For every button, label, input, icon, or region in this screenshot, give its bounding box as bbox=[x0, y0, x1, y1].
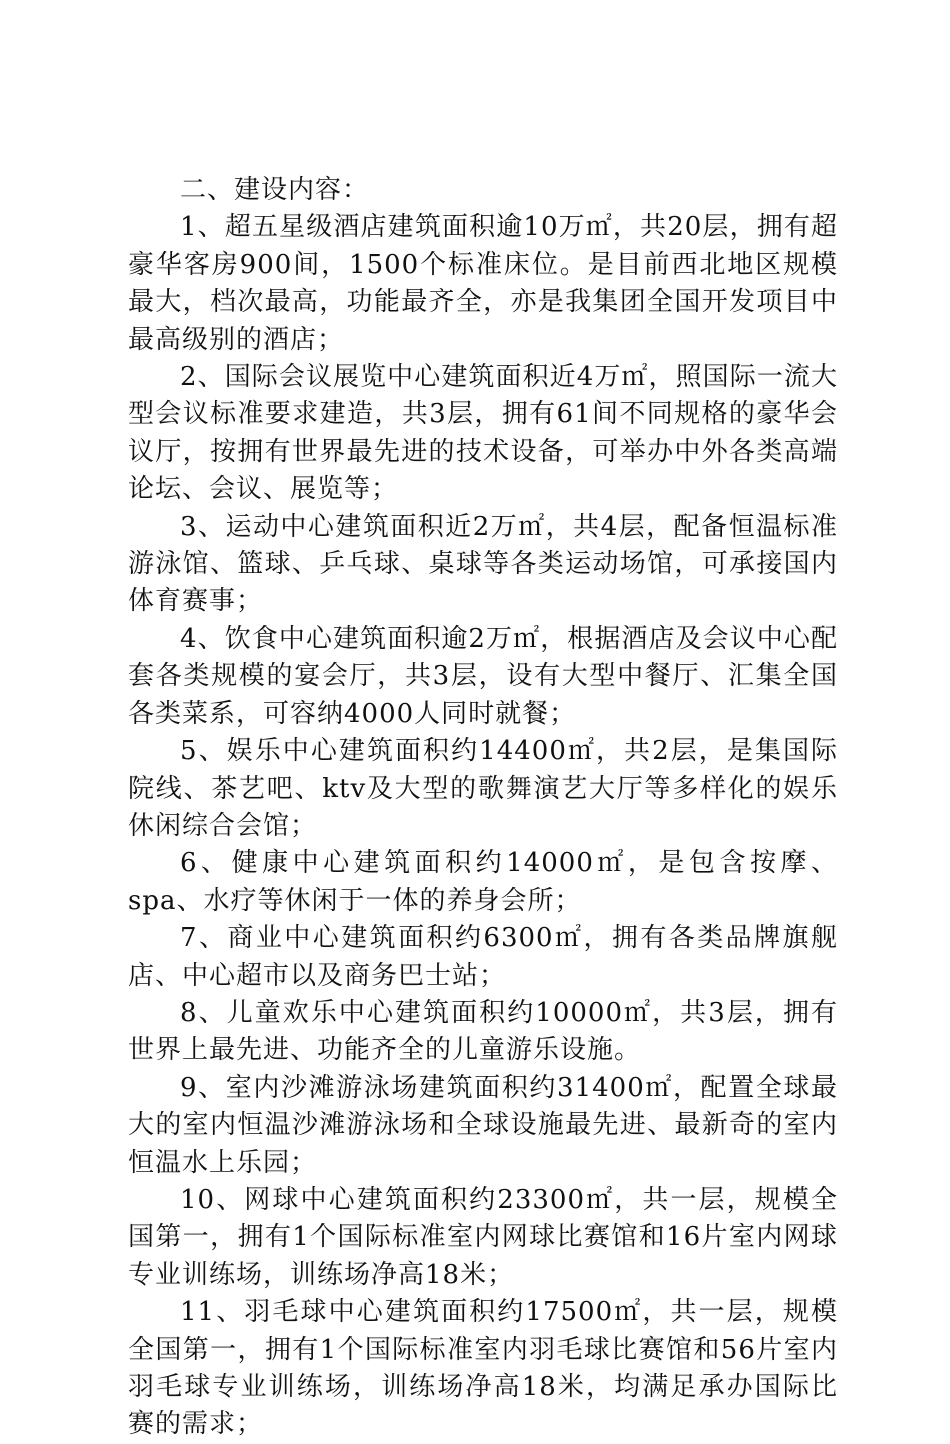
list-item: 6、健康中心建筑面积约14000㎡，是包含按摩、spa、水疗等休闲于一体的养身会所； bbox=[128, 848, 838, 916]
list-item: 4、饮食中心建筑面积逾2万㎡，根据酒店及会议中心配套各类规模的宴会厅，共3层，设有大型中餐厅、汇集全国各类菜系，可容纳4000人同时就餐； bbox=[128, 623, 838, 729]
list-item: 11、羽毛球中心建筑面积约17500㎡，共一层，规模全国第一，拥有1个国际标准室内羽毛球比赛馆和56片室内羽毛球专业训练场，训练场净高18米，均满足承办国际比赛的需求； bbox=[128, 1297, 838, 1440]
list-item: 5、娱乐中心建筑面积约14400㎡，共2层，是集国际院线、茶艺吧、ktv及大型的歌舞演艺大厅等多样化的娱乐休闲综合会馆； bbox=[128, 736, 838, 841]
list-item: 2、国际会议展览中心建筑面积近4万㎡，照国际一流大型会议标准要求建造，共3层，拥有61间不同规格的豪华会议厅，按拥有世界最先进的技术设备，可举办中外各类高端论坛、会议、展览等； bbox=[128, 362, 838, 505]
list-item: 1、超五星级酒店建筑面积逾10万㎡，共20层，拥有超豪华客房900间，1500个标准床位。是目前西北地区规模最大，档次最高，功能最齐全，亦是我集团全国开发项目中最高级别的酒店； bbox=[128, 212, 838, 355]
list-item: 3、运动中心建筑面积近2万㎡，共4层，配备恒温标准游泳馆、篮球、乒乓球、桌球等各类运动场馆，可承接国内体育赛事； bbox=[128, 511, 838, 617]
list-item: 8、儿童欢乐中心建筑面积约10000㎡，共3层，拥有世界上最先进、功能齐全的儿童游乐设施。 bbox=[128, 997, 838, 1066]
section-heading: 二、建设内容： bbox=[180, 175, 370, 205]
list-item: 9、室内沙滩游泳场建筑面积约31400㎡，配置全球最大的室内恒温沙滩游泳场和全球设施最先进、最新奇的室内恒温水上乐园； bbox=[128, 1072, 838, 1178]
list-item: 7、商业中心建筑面积约6300㎡，拥有各类品牌旗舰店、中心超市以及商务巴士站； bbox=[128, 923, 838, 991]
list-item: 10、网球中心建筑面积约23300㎡，共一层，规模全国第一，拥有1个国际标准室内网球比赛馆和16片室内网球专业训练场，训练场净高18米； bbox=[128, 1184, 838, 1290]
document-body bbox=[128, 172, 838, 1444]
